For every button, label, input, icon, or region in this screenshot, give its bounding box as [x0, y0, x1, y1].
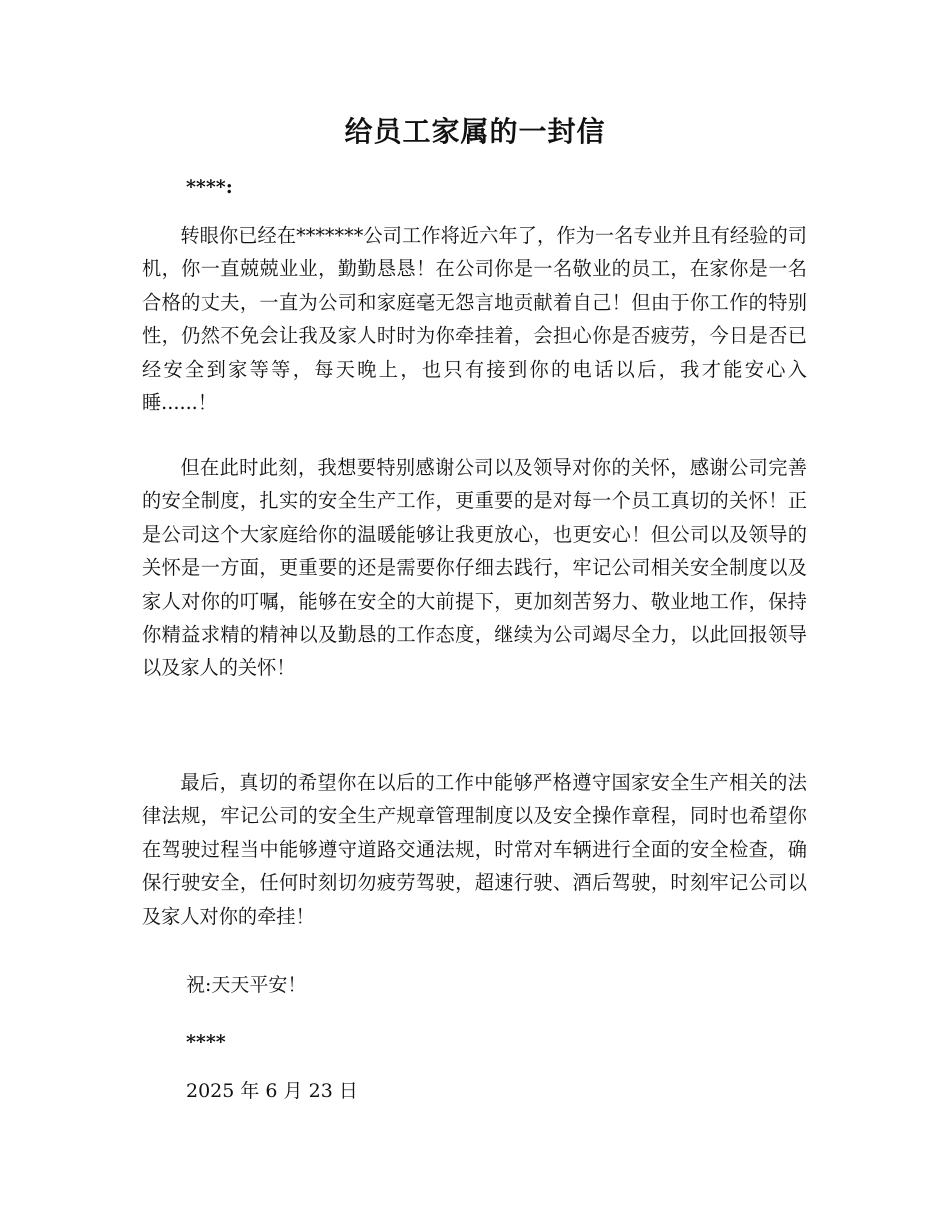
closing-blessing: 祝:天天平安！	[186, 974, 307, 996]
body-paragraph-2: 但在此时此刻，我想要特别感谢公司以及领导对你的关怀，感谢公司完善的安全制度，扎实的安全生产工作，更重要的是对每一个员工真切的关怀！正是公司这个大家庭给你的温暖能够让我更放心，也更安心！但公司以及领导的关怀是一方面，更重要的还是需要你仔细去践行，牢记公司相关安全制度以及家人对你的叮嘱，能够在安全的大前提下，更加刻苦努力、敬业地工作，保持你精益求精的精神以及勤恳的工作态度，继续为公司竭尽全力，以此回报领导以及家人的关怀！	[142, 456, 807, 680]
salutation: ****:	[186, 176, 233, 198]
letter-date: 2025 年 6 月 23 日	[186, 1080, 358, 1102]
signature: ****	[186, 1031, 226, 1053]
body-paragraph-3: 最后，真切的希望你在以后的工作中能够严格遵守国家安全生产相关的法律法规，牢记公司的安全生产规章管理制度以及安全操作章程，同时也希望你在驾驶过程当中能够遵守道路交通法规，时常对车辆进行全面的安全检查，确保行驶安全，任何时刻切勿疲劳驾驶，超速行驶、酒后驾驶，时刻牢记公司以及家人对你的牵挂！	[142, 771, 807, 928]
document-title: 给员工家属的一封信	[344, 115, 606, 148]
body-paragraph-1: 转眼你已经在*******公司工作将近六年了，作为一名专业并且有经验的司机，你一直兢兢业业，勤勤恳恳！在公司你是一名敬业的员工，在家你是一名合格的丈夫，一直为公司和家庭毫无怨言地贡献着自己！但由于你工作的特别性，仍然不免会让我及家人时时为你牵挂着，会担心你是否疲劳，今日是否已经安全到家等等，每天晚上，也只有接到你的电话以后，我才能安心入睡......！	[142, 224, 807, 415]
